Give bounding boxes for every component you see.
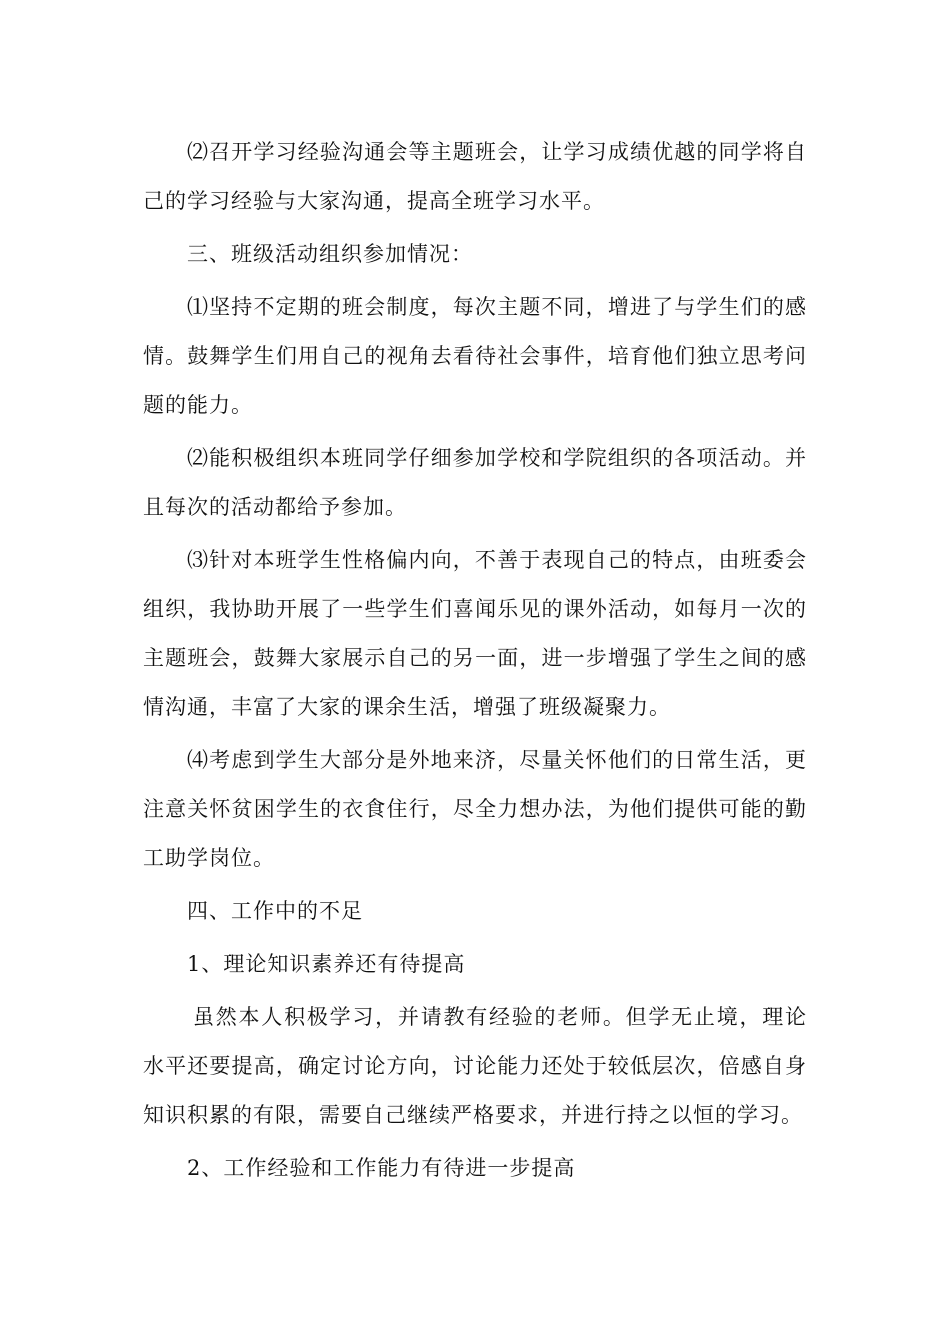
subsection-heading: 2、工作经验和工作能力有待进一步提高 [187,1156,576,1180]
paragraph-item: 虽然本人积极学习，并请教有经验的老师。但学无止境，理论水平还要提高，确定讨论方向，讨论能力还处于较低层次，倍感自身知识积累的有限，需要自己继续严格要求，并进行持之以恒的学习。 [143,1005,807,1127]
paragraph-item: ⑵召开学习经验沟通会等主题班会，让学习成绩优越的同学将自己的学习经验与大家沟通，提高全班学习水平。 [143,140,807,213]
paragraph-item: ⑵能积极组织本班同学仔细参加学校和学院组织的各项活动。并且每次的活动都给予参加。 [143,446,807,519]
paragraph-item: ⑶针对本班学生性格偏内向，不善于表现自己的特点，由班委会组织，我协助开展了一些学生们喜闻乐见的课外活动，如每月一次的主题班会，鼓舞大家展示自己的另一面，进一步增强了学生之间的感情沟通，丰富了大家的课余生活，增强了班级凝聚力。 [143,548,807,719]
subsection-heading: 1、理论知识素养还有待提高 [187,952,466,976]
paragraph-item: ⑷考虑到学生大部分是外地来济，尽量关怀他们的日常生活，更注意关怀贫困学生的衣食住行，尽全力想办法，为他们提供可能的勤工助学岗位。 [143,748,807,870]
section-heading: 三、班级活动组织参加情况： [187,242,473,266]
document-body [143,128,807,1197]
paragraph-item: ⑴坚持不定期的班会制度，每次主题不同，增进了与学生们的感情。鼓舞学生们用自己的视角去看待社会事件，培育他们独立思考问题的能力。 [143,295,807,417]
section-heading: 四、工作中的不足 [187,899,363,923]
